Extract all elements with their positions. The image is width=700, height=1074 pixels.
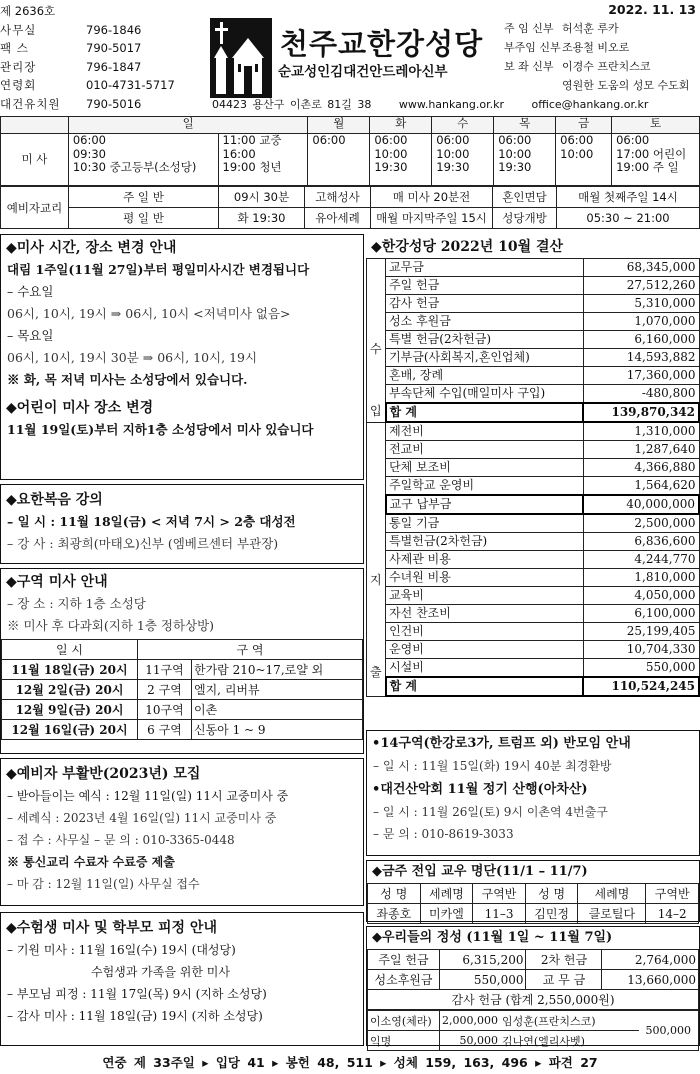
mass-schedule-table: 일 월 화 수 목 금 토 미 사 06:00 09:30 10:30 중고등부(소성당) 11:00 교중 16:00 19:00 청년 06:00 06:00 10:00 19:30 06:00 10:00 19:30 06:00 10:00 19:30 06:00 10:00 06:00 17:00 어린이 19:00 주 일: [0, 116, 700, 186]
finance-row: 시설비 550,000: [367, 659, 700, 678]
newcomers-box: ◆금주 전입 교우 명단(11/1 – 11/7) 성 명 세례명 구역반 성 명 세례명 구역반 좌종호 미카엘 11–3 김민정 클로틸다 14–2: [366, 860, 700, 922]
finance-row: 수 입 교무금 68,345,000: [367, 259, 700, 277]
finance-title: ◆한강성당 2022년 10월 결산: [366, 236, 563, 258]
finance-row: 특별 헌금(2차헌금) 6,160,000: [367, 331, 700, 349]
issue-number: 제 2636호: [0, 4, 56, 18]
finance-row: 교육비 4,050,000: [367, 587, 700, 605]
table-row: 12월 16일(금) 20시 6 구역 신동아 1 ~ 9: [2, 720, 363, 740]
diamond-bullet-icon: ◆: [6, 492, 17, 508]
finance-row: 주일 헌금 27,512,260: [367, 277, 700, 295]
finance-row: 통일 기금 2,500,000: [367, 514, 700, 533]
offering-table: 주일 헌금 6,315,200 2차 헌금 2,764,000 성소후원금 550,000 교 무 금 13,660,000 감사 헌금 (합계 2,550,000원): [367, 949, 699, 1010]
finance-row: 성소 후원금 1,070,000: [367, 313, 700, 331]
diamond-bullet-icon: ◆: [372, 930, 382, 945]
diamond-bullet-icon: ◆: [6, 240, 17, 256]
address: 04423 용산구 이촌로 81길 38: [212, 98, 372, 111]
finance-row: 단체 보조비 4,366,880: [367, 459, 700, 477]
finance-category: 지 출: [367, 422, 386, 696]
table-row: 12월 9일(금) 20시 10구역 이촌: [2, 700, 363, 720]
finance-row: 감사 헌금 5,310,000: [367, 295, 700, 313]
finance-row: 수녀원 비용 1,810,000: [367, 569, 700, 587]
finance-row: 지 출 제전비 1,310,000: [367, 422, 700, 441]
diamond-bullet-icon: ◆: [6, 574, 17, 590]
mass-label: 미 사: [1, 134, 69, 186]
notice-catechumen: ◆예비자 부활반(2023년) 모집 – 받아들이는 예식 : 12월 11일(일) 11시 교중미사 중 – 세례식 : 2023년 4월 16일(일) 11시 교중미사 중 – 접 수 : 사무실 – 문 의 : 010-3365-0448 ※ 통신교리 수료자 수료증 제출 – 마 감 : 12월 11일(일) 사무실 접수: [0, 758, 364, 906]
diamond-bullet-icon: ◆: [6, 766, 17, 782]
finance-total-row: 합 계 110,524,245: [367, 677, 700, 696]
finance-row: 운영비 10,704,330: [367, 641, 700, 659]
address-line: [212, 96, 648, 112]
notice-gospel-lecture: ◆요한복음 강의 – 일 시 : 11월 18일(금) < 저녁 7시 > 2층 대성전 – 강 사 : 최광희(마태오)신부 (엠베르센터 부관장): [0, 484, 364, 564]
finance-row: 혼배, 장례 17,360,000: [367, 367, 700, 385]
donor-table: 이소영(체라) 2,000,000 임성훈(프란치스코) 500,000 익명 50,000 김나연(엘리사벳): [367, 1010, 699, 1051]
finance-row: 사제관 비용 4,244,770: [367, 551, 700, 569]
finance-row: 특별헌금(2차헌금) 6,836,600: [367, 533, 700, 551]
finance-row: 인건비 25,199,405: [367, 623, 700, 641]
email-link[interactable]: office@hankang.or.kr: [531, 98, 649, 111]
notice-exam-mass: ◆수험생 미사 및 학부모 피정 안내 – 기원 미사 : 11월 16일(수) 19시 (대성당) 수험생과 가족을 위한 미사 – 부모님 피정 : 11월 17일(목) 9시 (지하 소성당) – 감사 미사 : 11월 18일(금) 19시 (지하 소성당): [0, 912, 364, 1046]
newcomers-table: 성 명 세례명 구역반 성 명 세례명 구역반 좌종호 미카엘 11–3 김민정 클로틸다 14–2: [367, 883, 699, 924]
diamond-bullet-icon: ◆: [372, 864, 382, 879]
parish-title: 천주교한강성당: [280, 27, 484, 61]
finance-row: 부속단체 수입(매일미사 구입) -480,800: [367, 385, 700, 404]
liturgy-footer: 연중 제 33주일 ▸ 입당 41 ▸ 봉헌 48, 511 ▸ 성체 159, 163, 496 ▸ 파견 27: [102, 1055, 598, 1070]
website-link[interactable]: www.hankang.or.kr: [398, 98, 505, 111]
finance-row: 전교비 1,287,640: [367, 441, 700, 459]
district-mass-table: 일 시 구 역 11월 18일(금) 20시 11구역 한가람 210~17,로얄 외 12월 2일(금) 20시 2 구역 엘지, 리버뷰 12월 9일(금) 20시 10구역 이촌 12월 16일(금) 20시 6 구역 신동아 1 ~ 9: [1, 639, 363, 740]
diamond-bullet-icon: ◆: [6, 400, 17, 416]
table-row: 12월 2일(금) 20시 2 구역 엘지, 리버뷰: [2, 680, 363, 700]
catechism-schedule-table: 예비자교리 주 일 반 09시 30분 고해성사 매 미사 20분전 혼인면담 매월 첫째주일 14시 평 일 반 화 19:30 유아세례 매월 마지막주일 15시 성당개방 05:30 ~ 21:00: [0, 186, 700, 229]
finance-row: 주일학교 운영비 1,564,620: [367, 477, 700, 496]
offering-box: ◆우리들의 정성 (11월 1일 ~ 11월 7일) 주일 헌금 6,315,200 2차 헌금 2,764,000 성소후원금 550,000 교 무 금 13,660,000 감사 헌금 (합계 2,550,000원) 이소영(체라) 2,000,000 임성훈(프란치스코) 500,000 익명 50,000 김나연(엘리사벳): [366, 926, 700, 1046]
finance-row: 교구 납부금 40,000,000: [367, 495, 700, 514]
table-row: 좌종호 미카엘 11–3 김민정 클로틸다 14–2: [368, 904, 699, 924]
finance-category: 수 입: [367, 259, 386, 423]
catechism-label: 예비자교리: [1, 187, 69, 229]
contact-list: 제 2636호 사무실 796-1846 팩 스 790-5017 관리장 796-1847 연령회 010-4731-5717 대건유치원 790-5016: [0, 4, 175, 111]
diamond-bullet-icon: ◆: [371, 239, 382, 255]
finance-row: 자선 찬조비 6,100,000: [367, 605, 700, 623]
finance-total-row: 합 계 139,870,342: [367, 403, 700, 422]
clergy-list: 2022. 11. 13 주 임 신부 허석훈 루카 부주임 신부 조용철 비오로 보 좌 신부 이경수 프란치스코 영원한 도움의 성모 수도회: [504, 2, 700, 95]
bullet-icon: •: [372, 782, 381, 797]
church-icon: [210, 18, 272, 98]
notice-district-mass: ◆구역 미사 안내 – 장 소 : 지하 1층 소성당 ※ 미사 후 다과회(지하 1층 정하상방) 일 시 구 역 11월 18일(금) 20시 11구역 한가람 210~17,로얄 외 12월 2일(금) 20시 2 구역 엘지, 리버뷰 12월 9일(금) 20시 10구역 이촌 12월 16일(금) 20시 6 구역 신동아 1 ~ 9: [0, 568, 364, 754]
notice-meetings: •14구역(한강로3가, 트럼프 외) 반모임 안내 – 일 시 : 11월 15일(화) 19시 40분 최경환방 •대건산악회 11월 정기 산행(아차산) – 일 시 : 11월 26일(토) 9시 이촌역 4번출구 – 문 의 : 010-8619-3033: [366, 730, 700, 856]
diamond-bullet-icon: ◆: [6, 920, 17, 936]
bullet-icon: •: [372, 736, 381, 751]
table-row: 11월 18일(금) 20시 11구역 한가람 210~17,로얄 외: [2, 660, 363, 680]
finance-row: 기부금(사회복지,혼인업체) 14,593,882: [367, 349, 700, 367]
church-logo: [210, 18, 272, 98]
parish-subtitle: 순교성인김대건안드레아신부: [278, 64, 448, 80]
finance-table: [366, 258, 700, 697]
bulletin-date: 2022. 11. 13: [608, 2, 696, 17]
notice-mass-change: ◆미사 시간, 장소 변경 안내 대림 1주일(11월 27일)부터 평일미사시간 변경됩니다 – 수요일 06시, 10시, 19시 ⇒ 06시, 10시 <저녁미사 없음> – 목요일 06시, 10시, 19시 30분 ⇒ 06시, 10시, 19시 ※ 화, 목 저녁 미사는 소성당에서 있습니다. ◆어린이 미사 장소 변경 11월 19일(토)부터 지하1층 소성당에서 미사 있습니다: [0, 234, 364, 480]
header: [0, 0, 700, 113]
